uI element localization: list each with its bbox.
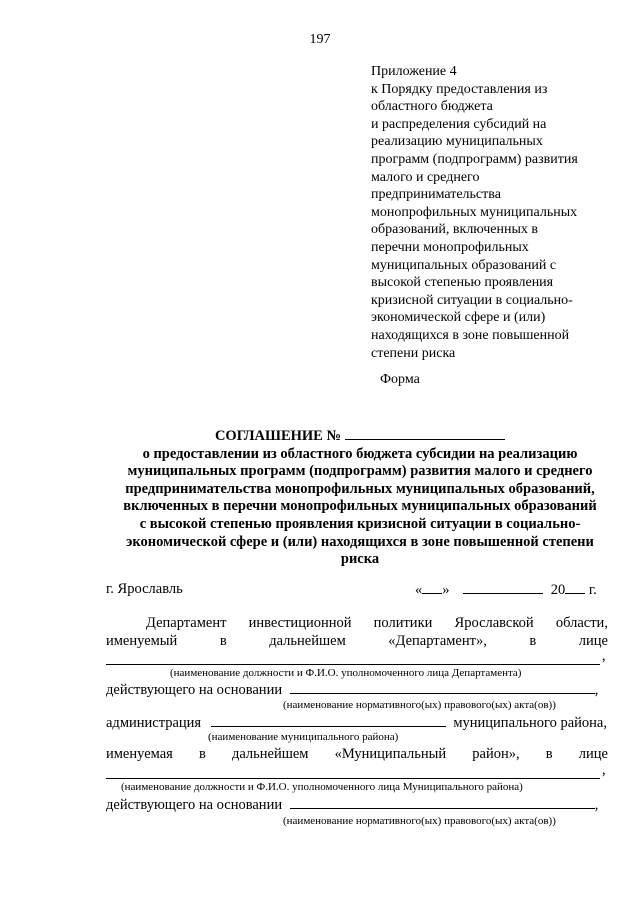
comma: , bbox=[602, 648, 606, 664]
word: области, bbox=[555, 615, 608, 631]
caption-district-official: (наименование должности и Ф.И.О. уполномоченного лица Муниципального района) bbox=[121, 781, 523, 793]
word: инвестиционной bbox=[248, 615, 352, 631]
year-blank bbox=[565, 581, 585, 594]
caption-dept-official: (наименование должности и Ф.И.О. уполномоченного лица Департамента) bbox=[170, 667, 522, 679]
appendix-line: образований, включенных в bbox=[371, 222, 538, 238]
caption-district: (наименование муниципального района) bbox=[208, 731, 399, 743]
agreement-subtitle-line: риска bbox=[340, 551, 380, 568]
appendix-line: монопрофильных муниципальных bbox=[371, 204, 578, 220]
comma: , bbox=[594, 682, 599, 698]
district-blank bbox=[211, 714, 446, 727]
agreement-number-blank bbox=[345, 426, 505, 440]
comma: , bbox=[594, 797, 599, 813]
acting-basis-row-2 bbox=[106, 796, 608, 814]
appendix-line: Приложение 4 bbox=[371, 64, 457, 79]
named2-row bbox=[106, 746, 608, 763]
year-prefix: 20 bbox=[550, 582, 566, 598]
word: в bbox=[545, 746, 553, 762]
agreement-subtitle-line: о предоставлении из областного бюджета субсидии на реализацию bbox=[142, 445, 578, 462]
administration-row bbox=[106, 714, 608, 732]
appendix-line: малого и среднего bbox=[371, 169, 480, 185]
appendix-line: реализацию муниципальных bbox=[371, 134, 543, 150]
word: Ярославской bbox=[454, 615, 534, 631]
date-close-quote: » bbox=[442, 582, 450, 598]
word: именуемая bbox=[106, 746, 173, 762]
administration-label: администрация bbox=[106, 715, 202, 731]
month-blank bbox=[463, 581, 543, 594]
word: лице bbox=[578, 746, 608, 762]
appendix-block bbox=[371, 63, 631, 362]
appendix-line: экономической сфере и (или) bbox=[371, 310, 546, 326]
word: именуемый bbox=[106, 633, 178, 649]
word: в bbox=[219, 633, 227, 649]
word: «Департамент», bbox=[388, 633, 487, 649]
word: дальнейшем bbox=[231, 746, 309, 762]
agreement-heading-text: СОГЛАШЕНИЕ № bbox=[214, 428, 342, 444]
word: район», bbox=[472, 746, 520, 762]
agreement-subtitle-line: с высокой степенью проявления кризисной ситуации в социально- bbox=[139, 515, 581, 532]
municipal-district-label: муниципального района, bbox=[453, 715, 607, 731]
district-official-blank bbox=[106, 778, 600, 779]
act-blank-2 bbox=[290, 796, 595, 809]
agreement-title bbox=[100, 426, 620, 569]
day-blank bbox=[422, 581, 442, 594]
word: в bbox=[198, 746, 206, 762]
appendix-line: высокой степенью проявления bbox=[371, 275, 554, 291]
appendix-line: степени риска bbox=[371, 345, 456, 361]
caption-act-1: (наименование нормативного(ых) правового(ых) акта(ов)) bbox=[283, 699, 556, 711]
appendix-line: перечни монопрофильных bbox=[371, 239, 529, 255]
page-number: 197 bbox=[309, 32, 331, 47]
act-blank-1 bbox=[290, 681, 595, 694]
word: политики bbox=[373, 615, 433, 631]
place-date-row bbox=[106, 581, 608, 598]
appendix-line: к Порядку предоставления из bbox=[371, 81, 548, 97]
appendix-line: находящихся в зоне повышенной bbox=[371, 327, 570, 343]
word: в bbox=[529, 633, 537, 649]
caption-act-2: (наименование нормативного(ых) правового(ых) акта(ов)) bbox=[283, 815, 556, 827]
agreement-subtitle-line: муниципальных программ (подпрограмм) развития малого и среднего bbox=[127, 463, 593, 480]
named-row bbox=[106, 633, 608, 650]
comma: , bbox=[602, 762, 606, 778]
acting-basis-label-2: действующего на основании bbox=[106, 797, 283, 813]
appendix-line: кризисной ситуации в социально- bbox=[371, 292, 573, 308]
acting-basis-row bbox=[106, 681, 608, 699]
agreement-heading bbox=[100, 426, 620, 446]
word: Департамент bbox=[146, 615, 227, 631]
year-suffix: г. bbox=[588, 582, 597, 598]
agreement-subtitle-line: включенных в перечни монопрофильных муниципальных образований bbox=[123, 498, 597, 515]
agreement-subtitle bbox=[100, 446, 620, 569]
agreement-subtitle-line: предпринимательства монопрофильных муниципальных образований, bbox=[125, 480, 595, 497]
appendix-line: и распределения субсидий на bbox=[371, 116, 547, 132]
city: г. Ярославль bbox=[106, 581, 183, 597]
agreement-subtitle-line: экономической сфере и (или) находящихся в зоне повышенной степени bbox=[126, 533, 594, 550]
form-label: Форма bbox=[380, 372, 420, 387]
appendix-line: программ (подпрограмм) развития bbox=[371, 151, 578, 167]
word: дальнейшем bbox=[269, 633, 346, 649]
date-open-quote: « bbox=[415, 582, 423, 598]
date-field bbox=[415, 581, 597, 599]
appendix-line: предпринимательства bbox=[371, 187, 501, 203]
dept-official-blank bbox=[106, 664, 600, 665]
word: лице bbox=[578, 633, 608, 649]
acting-basis-label: действующего на основании bbox=[106, 682, 283, 698]
dept-row bbox=[146, 615, 608, 632]
appendix-line: областного бюджета bbox=[371, 99, 493, 115]
word: «Муниципальный bbox=[334, 746, 447, 762]
appendix-line: муниципальных образований с bbox=[371, 257, 557, 273]
